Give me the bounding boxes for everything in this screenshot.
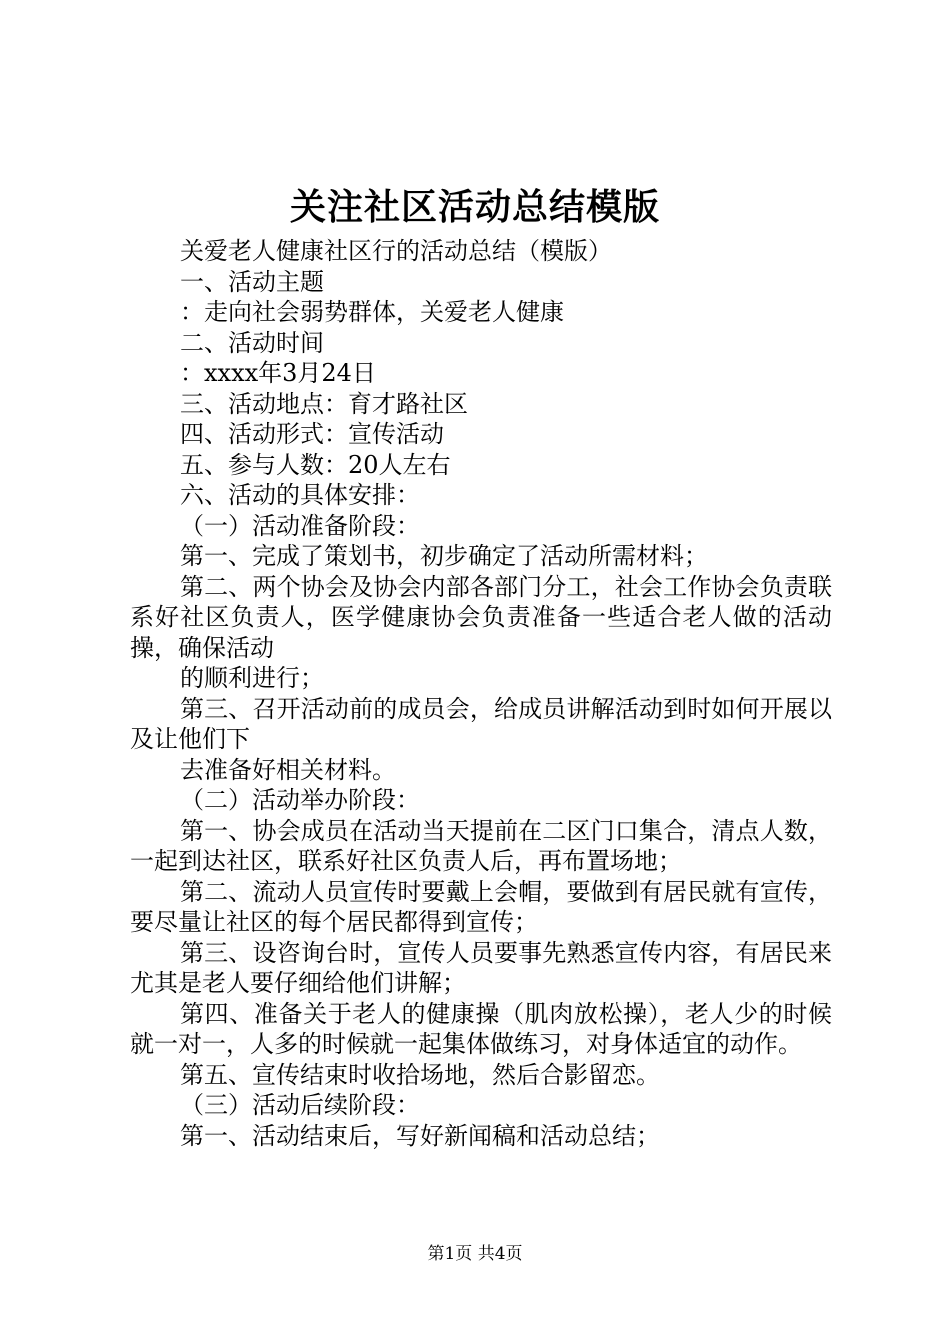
paragraph: 第二、两个协会及协会内部各部门分工，社会工作协会负责联系好社区负责人，医学健康协会负责准备一些适合老人做的活动操，确保活动 (130, 572, 832, 662)
section-participants: 五、参与人数：20人左右 (180, 450, 451, 479)
paragraph: 第三、召开活动前的成员会，给成员讲解活动到时如何开展以及让他们下 (130, 694, 832, 753)
paragraph: 第一、协会成员在活动当天提前在二区门口集合，清点人数，一起到达社区，联系好社区负责人后，再布置场地； (130, 816, 832, 875)
paragraph: 第一、完成了策划书，初步确定了活动所需材料； (180, 542, 708, 570)
paragraph: 第四、准备关于老人的健康操（肌肉放松操），老人少的时候就一对一，人多的时候就一起集体做练习，对身体适宜的动作。 (130, 999, 832, 1058)
section-heading-theme: 一、活动主题 (180, 267, 324, 296)
document-title: 关注社区活动总结模版 (289, 186, 660, 228)
paragraph: 第三、设咨询台时，宣传人员要事先熟悉宣传内容，有居民来尤其是老人要仔细给他们讲解； (130, 938, 832, 997)
section-location: 三、活动地点：育才路社区 (180, 389, 468, 418)
paragraph: 第五、宣传结束时收拾场地，然后合影留恋。 (180, 1060, 660, 1089)
subtitle-line: 关爱老人健康社区行的活动总结（模版） (180, 237, 612, 265)
subsection-execution: （二）活动举办阶段： (180, 786, 420, 814)
section-value-theme: ：走向社会弱势群体，关爱老人健康 (180, 298, 564, 326)
section-heading-time: 二、活动时间 (180, 328, 324, 357)
paragraph: 的顺利进行； (180, 664, 324, 692)
section-value-time: ：xxxx年3月24日 (180, 359, 376, 387)
section-heading-arrangement: 六、活动的具体安排： (180, 481, 420, 509)
page-footer: 第1页 共4页 (427, 1244, 523, 1264)
paragraph: 第一、活动结束后，写好新闻稿和活动总结； (180, 1121, 660, 1150)
subsection-followup: （三）活动后续阶段： (180, 1091, 420, 1119)
section-format: 四、活动形式：宣传活动 (180, 420, 444, 448)
subsection-preparation: （一）活动准备阶段： (180, 511, 420, 540)
paragraph: 去准备好相关材料。 (180, 755, 396, 784)
paragraph: 第二、流动人员宣传时要戴上会帽，要做到有居民就有宣传，要尽量让社区的每个居民都得到宣传； (130, 877, 832, 936)
document-body (130, 236, 832, 1151)
